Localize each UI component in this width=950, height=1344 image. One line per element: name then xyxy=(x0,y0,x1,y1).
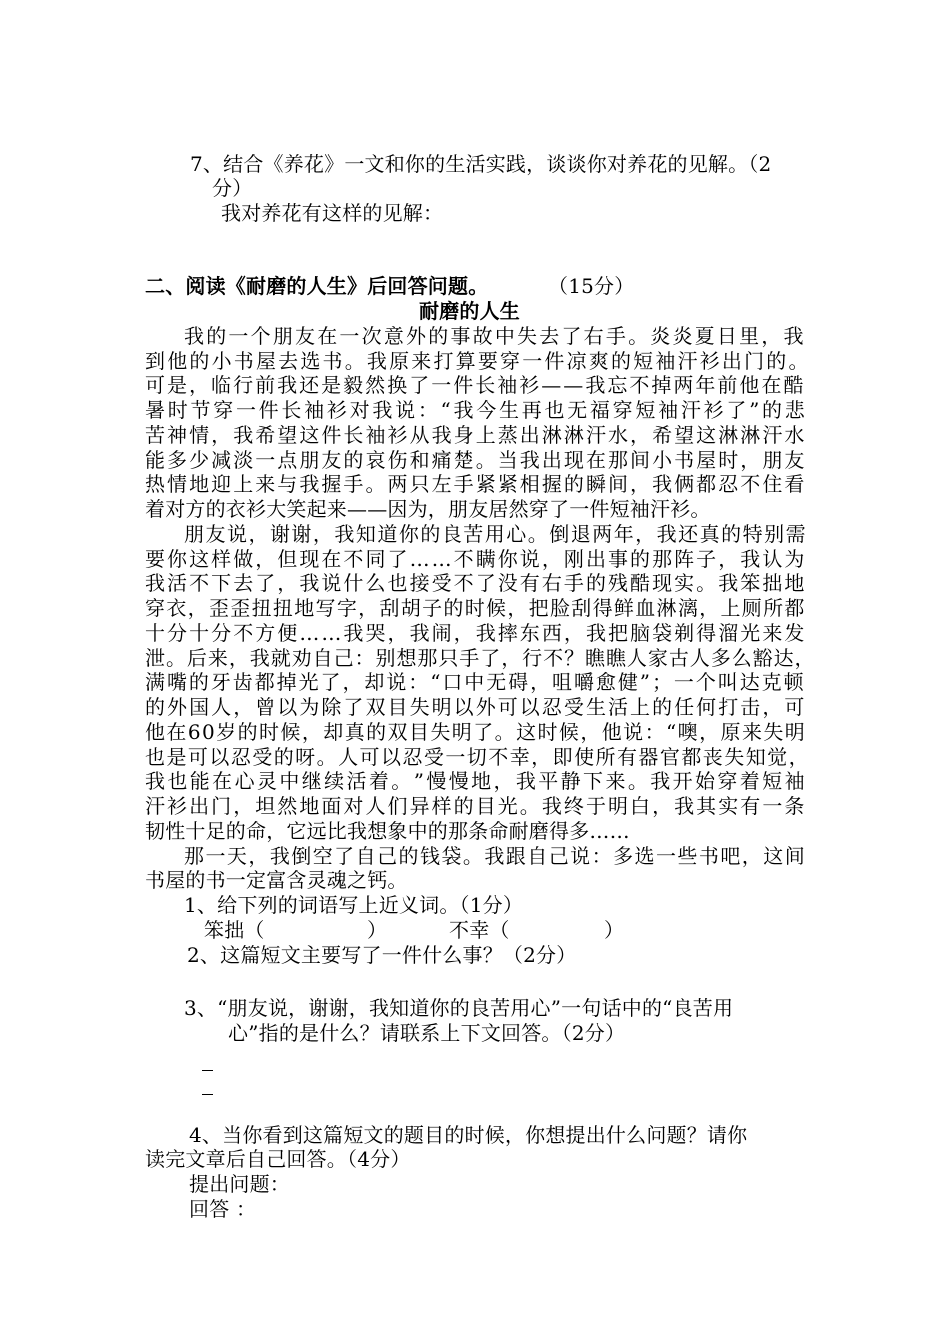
passage-line: 满 嘴 的 牙 齿 都 掉 光 了 ， 却 说 ： “ 口 中 无 碍 ， 咀 嚼 愈 健 ” ； 一 个 叫 达 克 顿 xyxy=(145,670,804,694)
q1-word2: 不幸（ xyxy=(449,918,510,942)
passage-line: 书屋的书一定富含灵魂之钙。 xyxy=(145,868,408,892)
passage-line: 能 多 少 减 淡 一 点 朋 友 的 哀 伤 和 痛 楚 。 当 我 出 现 在 那 间 小 书 屋 时 ， 朋 友 xyxy=(145,448,805,472)
answer-line-marker xyxy=(202,1094,213,1095)
passage-line: 他 在 6 0 岁 的 时 候 ， 却 真 的 双 目 失 明 了 。 这 时 候 ， 他 说 ： “ 噢 ， 原 来 失 明 xyxy=(145,720,805,744)
q3-line1: 3、“朋友说，谢谢，我知道你的良苦用心”一句话中的“良苦用 xyxy=(184,996,734,1020)
passage-line: 着对方的衣衫大笑起来——因为，朋友居然穿了一件短袖汗衫。 xyxy=(145,497,711,521)
passage-line: 韧性十足的命，它远比我想象中的那条命耐磨得多…… xyxy=(145,819,630,843)
answer-line-marker xyxy=(202,1070,213,1071)
q3-line2: 心”指的是什么？请联系上下文回答。（2分） xyxy=(228,1021,626,1045)
q2-text: 2、这篇短文主要写了一件什么事？（2分） xyxy=(187,943,577,967)
passage-line: 苦 神 情 ， 我 希 望 这 件 长 袖 衫 从 我 身 上 蒸 出 淋 淋 汗 水 ， 希 望 这 淋 淋 汗 水 xyxy=(145,423,805,447)
passage-line: 我 的 一 个 朋 友 在 一 次 意 外 的 事 故 中 失 去 了 右 手 。 炎 炎 夏 日 里 ， 我 xyxy=(184,324,804,348)
q7-answer-prompt: 我对养花有这样的见解： xyxy=(221,201,444,225)
passage-line: 热 情 地 迎 上 来 与 我 握 手 。 两 只 左 手 紧 紧 相 握 的 瞬 间 ， 我 俩 都 忍 不 住 看 xyxy=(145,472,805,496)
passage-line: 的 外 国 人 ， 曾 以 为 除 了 双 目 失 明 以 外 可 以 忍 受 生 活 上 的 任 何 打 击 ， 可 xyxy=(145,695,805,719)
passage-title: 耐磨的人生 xyxy=(419,299,520,323)
passage-line: 泄 。 后 来 ， 我 就 劝 自 己 ： 别 想 那 只 手 了 ， 行 不 ？ 瞧 瞧 人 家 古 人 多 么 豁 达 ， xyxy=(145,646,815,670)
passage-line: 汗 衫 出 门 ， 坦 然 地 面 对 人 们 异 样 的 目 光 。 我 终 于 明 白 ， 我 其 实 有 一 条 xyxy=(145,794,805,818)
q1-blank1-close: ） xyxy=(367,918,388,942)
section-score: （15分） xyxy=(548,274,635,298)
passage-line: 我 也 能 在 心 灵 中 继 续 活 着 。 ” 慢 慢 地 ， 我 平 静 下 来 。 我 开 始 穿 着 短 袖 xyxy=(145,769,805,793)
passage-line: 也 是 可 以 忍 受 的 呀 。 人 可 以 忍 受 一 切 不 幸 ， 即 使 所 有 器 官 都 丧 失 知 觉 ， xyxy=(145,745,809,769)
passage-line: 我 活 不 下 去 了 ， 我 说 什 么 也 接 受 不 了 没 有 右 手 的 残 酷 现 实 。 我 笨 拙 地 xyxy=(145,571,805,595)
q4-answer-label: 回答 ： xyxy=(189,1197,257,1221)
passage-line: 那 一 天 ， 我 倒 空 了 自 己 的 钱 袋 。 我 跟 自 己 说 ： 多 选 一 些 书 吧 ， 这 间 xyxy=(184,844,805,868)
passage-line: 十 分 十 分 不 方 便 … … 我 哭 ， 我 闹 ， 我 摔 东 西 ， 我 把 脑 袋 剃 得 溜 光 来 发 xyxy=(145,621,805,645)
passage-line: 朋 友 说 ， 谢 谢 ， 我 知 道 你 的 良 苦 用 心 。 倒 退 两 年 ， 我 还 真 的 特 别 需 xyxy=(184,522,806,546)
q1-text: 1、给下列的词语写上近义词。（1分） xyxy=(184,893,524,917)
q4-line1: 4、当你看到这篇短文的题目的时候，你想提出什么问题？请你 xyxy=(189,1123,748,1147)
section-heading: 二、阅读《耐磨的人生》后回答问题。 xyxy=(145,274,489,298)
q7-line1: 7、结合《养花》一文和你的生活实践，谈谈你对养花的见解。（2 xyxy=(190,152,772,176)
passage-line: 穿 衣 ， 歪 歪 扭 扭 地 写 字 ， 刮 胡 子 的 时 候 ， 把 脸 刮 得 鲜 血 淋 漓 ， 上 厕 所 都 xyxy=(145,596,805,620)
q4-ask-label: 提出问题： xyxy=(189,1172,290,1196)
passage-line: 要 你 这 样 做 ， 但 现 在 不 同 了 … … 不 瞒 你 说 ， 刚 出 事 的 那 阵 子 ， 我 认 为 xyxy=(145,547,805,571)
q7-line2: 分） xyxy=(212,176,253,200)
passage-line: 暑 时 节 穿 一 件 长 袖 衫 对 我 说 ： “ 我 今 生 再 也 无 福 穿 短 袖 汗 衫 了 ” 的 悲 xyxy=(145,398,805,422)
passage-line: 可 是 ， 临 行 前 我 还 是 毅 然 换 了 一 件 长 袖 衫 — — 我 忘 不 掉 两 年 前 他 在 酷 xyxy=(145,373,804,397)
passage-line: 到 他 的 小 书 屋 去 选 书 。 我 原 来 打 算 要 穿 一 件 凉 爽 的 短 袖 汗 衫 出 门 的 。 xyxy=(145,349,809,373)
q1-word1: 笨拙（ xyxy=(204,918,265,942)
q4-line2: 读完文章后自己回答。（4分） xyxy=(145,1147,411,1171)
q1-blank2-close: ） xyxy=(604,918,625,942)
